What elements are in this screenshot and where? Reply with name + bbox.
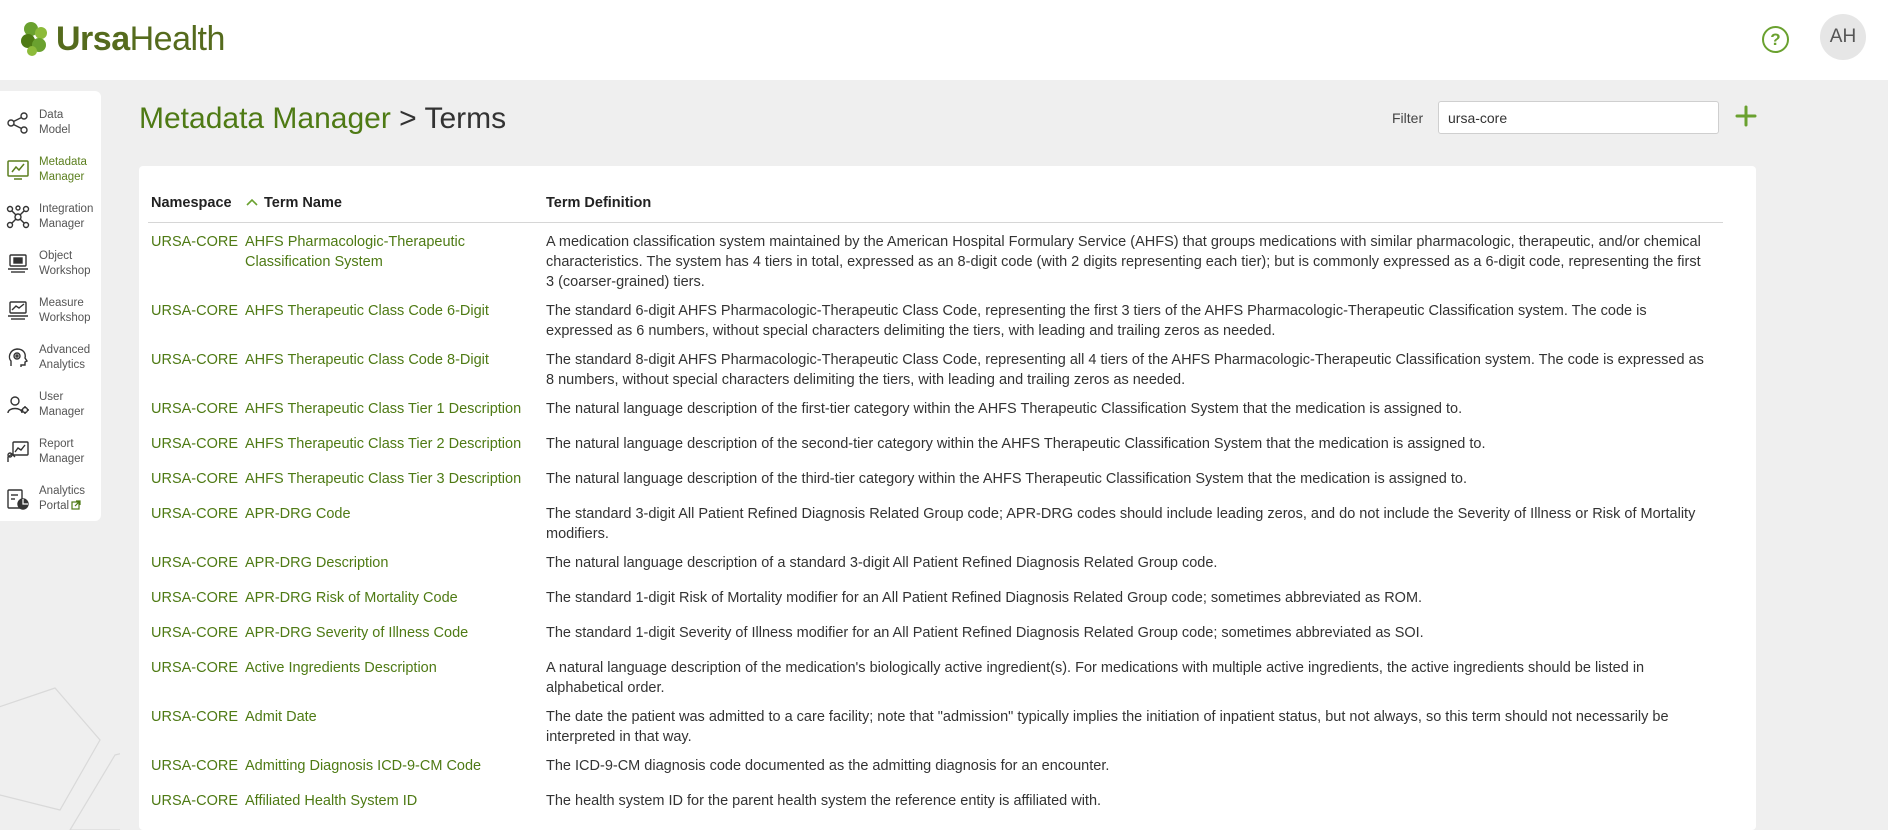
term-name-link[interactable]: APR-DRG Severity of Illness Code: [245, 624, 469, 641]
term-name-link[interactable]: APR-DRG Risk of Mortality Code: [245, 589, 458, 606]
measure-workshop-icon: [6, 299, 30, 323]
label-line1: Report: [39, 437, 74, 450]
term-name-link[interactable]: Active Ingredients Description: [245, 659, 437, 676]
term-name-link[interactable]: Admitting Diagnosis ICD-9-CM Code: [245, 757, 482, 774]
sort-ascending-icon: [245, 197, 259, 207]
sidebar-item-analytics-portal[interactable]: [0, 475, 101, 522]
table-row[interactable]: [148, 495, 1723, 544]
sidebar-item-user-manager[interactable]: [0, 381, 101, 428]
filter-label: Filter: [1392, 110, 1424, 126]
label-line1: Advanced: [39, 343, 91, 356]
term-definition-cell: A natural language description of the medication's biologically active ingredient(s). For medications with multiple active ingredients, the active ingredients should be listed in alphabetical order.: [546, 659, 1645, 696]
table-row[interactable]: [148, 390, 1723, 425]
help-icon[interactable]: [1762, 26, 1789, 53]
sidebar-item-measure-workshop[interactable]: [0, 287, 101, 334]
namespace-cell: URSA-CORE: [151, 351, 239, 368]
term-definition-cell: The standard 1-digit Risk of Mortality modifier for an All Patient Refined Diagnosis Related Group code; sometimes abbreviated as ROM.: [546, 589, 1423, 606]
sidebar-item-metadata-manager[interactable]: [0, 146, 101, 193]
namespace-cell: URSA-CORE: [151, 792, 239, 809]
sidebar-item-label: [39, 343, 90, 373]
sidebar-item-label: [39, 108, 70, 138]
breadcrumb-separator: >: [390, 102, 425, 135]
report-manager-icon: [6, 440, 30, 464]
label-line1: Data: [39, 108, 64, 121]
label-line1: Object: [39, 249, 73, 262]
namespace-cell: URSA-CORE: [151, 233, 239, 250]
sidebar-item-label: [39, 390, 84, 420]
label-line2: Model: [39, 123, 71, 136]
label-line1: Measure: [39, 296, 84, 309]
namespace-cell: URSA-CORE: [151, 470, 239, 487]
page-title: Terms: [424, 102, 507, 135]
top-bar: [0, 0, 1888, 80]
table-row[interactable]: [148, 614, 1723, 649]
term-name-link[interactable]: Admit Date: [245, 708, 317, 725]
term-definition-cell: The natural language description of the third-tier category within the AHFS Therapeutic Classification System that the medication is assigned to.: [546, 470, 1467, 487]
label-line2: Portal: [39, 499, 70, 512]
logo-text-light: Health: [129, 20, 225, 58]
table-row[interactable]: [148, 698, 1723, 747]
table-row[interactable]: [148, 460, 1723, 495]
sidebar: [0, 91, 101, 521]
object-workshop-icon: [6, 252, 30, 276]
table-row[interactable]: [148, 544, 1723, 579]
column-header-term-definition[interactable]: [543, 184, 1723, 222]
column-header-label: Term Name: [264, 194, 342, 211]
column-header-namespace[interactable]: [148, 184, 242, 222]
sidebar-item-integration-manager[interactable]: [0, 193, 101, 240]
help-label: ?: [1770, 29, 1781, 49]
sidebar-item-label: [39, 296, 91, 326]
sidebar-item-label: [39, 437, 84, 467]
table-row[interactable]: [148, 782, 1723, 817]
label-line1: Integration: [39, 202, 94, 215]
term-name-link[interactable]: APR-DRG Description: [245, 554, 389, 571]
metadata-manager-icon: [6, 158, 30, 182]
terms-table: [148, 184, 1723, 817]
term-definition-cell: The natural language description of the second-tier category within the AHFS Therapeutic Classification System that the medication is assigned to.: [546, 435, 1486, 452]
label-line2: Manager: [39, 452, 85, 465]
term-name-link[interactable]: AHFS Therapeutic Class Tier 2 Description: [245, 435, 522, 452]
data-model-icon: [6, 111, 30, 135]
avatar[interactable]: [1820, 14, 1866, 60]
term-definition-cell: The standard 8-digit AHFS Pharmacologic-Therapeutic Class Code, representing all 4 tiers of the AHFS Pharmacologic-Therapeutic Classification system. The code is expressed as 8 numbers, without special characters delimiting the tiers, with leading and trailing zeros as needed.: [546, 351, 1704, 388]
term-definition-cell: The standard 6-digit AHFS Pharmacologic-Therapeutic Class Code, representing the first 3 tiers of the AHFS Pharmacologic-Therapeutic Classification system. The code is expressed as 6 numbers, without special characters delimiting the tiers, with leading and trailing zeros as needed.: [546, 302, 1647, 339]
logo-text-bold: Ursa: [56, 20, 130, 58]
sidebar-item-object-workshop[interactable]: [0, 240, 101, 287]
analytics-portal-icon: [6, 487, 30, 511]
term-name-link[interactable]: APR-DRG Code: [245, 505, 351, 522]
term-name-link[interactable]: AHFS Therapeutic Class Tier 3 Description: [245, 470, 522, 487]
table-row[interactable]: [148, 579, 1723, 614]
term-definition-cell: A medication classification system maintained by the American Hospital Formulary Service (AHFS) that groups medications with similar pharmacologic, therapeutic, and/or chemical characteristics. The system has 4 tiers in total, expressed as an 8-digit code (with 2 digits representing each tier); but is commonly expressed as a 6-digit code, representing the first 3 (coarser-grained) tiers.: [546, 233, 1701, 290]
sidebar-item-label: [39, 202, 93, 232]
term-definition-cell: The natural language description of the first-tier category within the AHFS Therapeutic Classification System that the medication is assigned to.: [546, 400, 1463, 417]
external-link-icon: [71, 500, 81, 510]
label-line2: Manager: [39, 405, 85, 418]
integration-manager-icon: [6, 205, 30, 229]
sidebar-item-label: [39, 155, 87, 185]
namespace-cell: URSA-CORE: [151, 589, 239, 606]
advanced-analytics-icon: [6, 346, 30, 370]
namespace-cell: URSA-CORE: [151, 659, 239, 676]
term-definition-cell: The natural language description of a standard 3-digit All Patient Refined Diagnosis Related Group code.: [546, 554, 1218, 571]
background-decoration: [0, 680, 120, 830]
term-definition-cell: The ICD-9-CM diagnosis code documented as the admitting diagnosis for an encounter.: [546, 757, 1110, 774]
label-line1: Analytics: [39, 484, 86, 497]
avatar-initials: AH: [1829, 26, 1857, 47]
term-name-link[interactable]: AHFS Therapeutic Class Tier 1 Description: [245, 400, 522, 417]
ursa-health-logo[interactable]: [20, 18, 225, 60]
breadcrumb: [139, 99, 506, 139]
label-line2: Analytics: [39, 358, 86, 371]
table-row[interactable]: [148, 747, 1723, 782]
term-name-link[interactable]: AHFS Therapeutic Class Code 6-Digit: [245, 302, 489, 319]
column-header-term-name[interactable]: [242, 184, 543, 222]
term-definition-cell: The standard 1-digit Severity of Illness modifier for an All Patient Refined Diagnosis Related Group code; sometimes abbreviated as SOI.: [546, 624, 1424, 641]
label-line2: Workshop: [39, 264, 91, 277]
term-name-link[interactable]: AHFS Therapeutic Class Code 8-Digit: [245, 351, 489, 368]
sidebar-item-label: [39, 249, 91, 279]
namespace-cell: URSA-CORE: [151, 302, 239, 319]
user-manager-icon: [6, 393, 30, 417]
table-header-row: [148, 184, 1723, 222]
table-row[interactable]: [148, 222, 1723, 292]
breadcrumb-metadata-manager-link[interactable]: Metadata Manager: [139, 102, 391, 135]
label-line2: Manager: [39, 217, 85, 230]
table-row[interactable]: [148, 649, 1723, 698]
label-line2: Workshop: [39, 311, 91, 324]
table-row[interactable]: [148, 341, 1723, 390]
logo-text: [56, 22, 225, 56]
label-line2: Manager: [39, 170, 85, 183]
column-header-label: Namespace: [151, 194, 232, 211]
sidebar-item-label: [39, 484, 85, 514]
term-name-link[interactable]: Affiliated Health System ID: [245, 792, 418, 809]
filter-input[interactable]: [1438, 101, 1719, 134]
namespace-cell: URSA-CORE: [151, 624, 239, 641]
terms-table-card: [139, 166, 1756, 830]
namespace-cell: URSA-CORE: [151, 505, 239, 522]
label-line1: Metadata: [39, 155, 87, 168]
term-definition-cell: The health system ID for the parent health system the reference entity is affiliated with.: [546, 792, 1102, 809]
table-row[interactable]: [148, 292, 1723, 341]
add-term-button[interactable]: [1734, 104, 1758, 128]
term-definition-cell: The date the patient was admitted to a care facility; note that "admission" typically implies the initiation of inpatient status, but not always, so this term should not necessarily be interpreted in that way.: [546, 708, 1669, 745]
label-line1: User: [39, 390, 64, 403]
term-name-link[interactable]: AHFS Pharmacologic-Therapeutic Classification System: [245, 233, 466, 270]
table-row[interactable]: [148, 425, 1723, 460]
namespace-cell: URSA-CORE: [151, 400, 239, 417]
sidebar-item-report-manager[interactable]: [0, 428, 101, 475]
namespace-cell: URSA-CORE: [151, 435, 239, 452]
namespace-cell: URSA-CORE: [151, 554, 239, 571]
sidebar-item-advanced-analytics[interactable]: [0, 334, 101, 381]
namespace-cell: URSA-CORE: [151, 757, 239, 774]
column-header-label: Term Definition: [546, 194, 652, 211]
term-definition-cell: The standard 3-digit All Patient Refined Diagnosis Related Group code; APR-DRG codes should include leading zeros, and do not include the Severity of Illness or Risk of Mortality modifiers.: [546, 505, 1696, 542]
sidebar-item-data-model[interactable]: [0, 99, 101, 146]
ursa-logo-icon: [20, 20, 50, 58]
namespace-cell: URSA-CORE: [151, 708, 239, 725]
